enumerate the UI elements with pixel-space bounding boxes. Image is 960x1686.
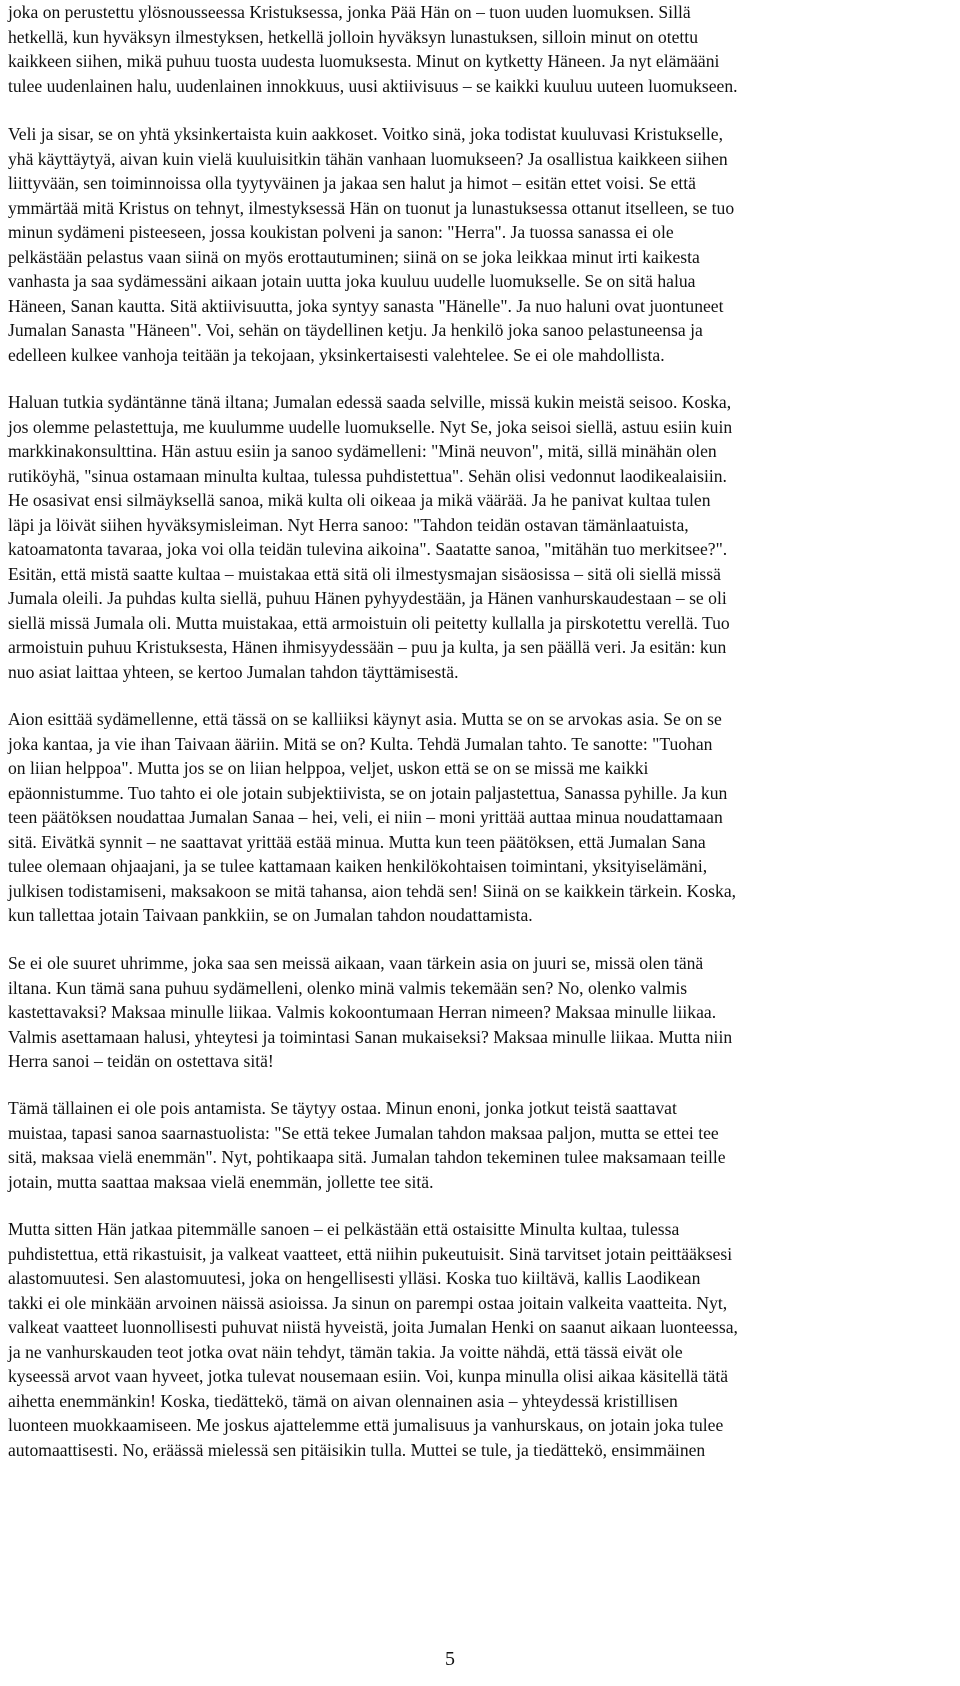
- text-line: pelkästään pelastus vaan siinä on myös erottautuminen; siinä on se joka leikkaa minut irti kaikesta: [8, 246, 700, 267]
- text-line: kastettavaksi? Maksaa minulle liikaa. Valmis kokoontumaan Herran nimeen? Maksaa minulle liikaa.: [8, 1002, 717, 1022]
- text-line: iltana. Kun tämä sana puhuu sydämelleni, olenko minä valmis tekemään sen? No, olenko valmis: [8, 977, 688, 998]
- text-line: Haluan tutkia sydäntänne tänä iltana; Jumalan edessä saada selville, missä kukin meistä seisoo. Koska,: [8, 392, 732, 412]
- text-line: alastomuutesi. Sen alastomuutesi, joka on hengellisesti ylläsi. Koska tuo kiiltävä, kallis Laodikean: [8, 1268, 701, 1288]
- text-line: tulee uudenlainen halu, uudenlainen innokkuus, uusi aktiivisuus – se kaikki kuuluu uuteen luomukseen.: [8, 75, 738, 96]
- text-line: luonteen muokkaamiseen. Me joskus ajattelemme että jumalisuus ja vanhurskaus, on jotain joka tulee: [8, 1415, 724, 1435]
- paragraph-4: [8, 707, 944, 928]
- paragraph-6: [8, 1096, 944, 1194]
- text-line: sitä. Eivätkä synnit – ne saattavat yrittää estää minua. Mutta kun teen päätöksen, että Jumalan Sana: [8, 831, 706, 852]
- text-line: jos olemme pelastettuja, me kuulumme uudelle luomukselle. Nyt Se, joka seisoi siellä, astuu esiin kuin: [8, 416, 733, 437]
- text-line: yhä käyttäytyä, aivan kuin vielä kuuluisitkin tähän vanhaan luomukseen? Ja osallistua kaikkeen siihen: [8, 148, 728, 169]
- paragraph-7: [8, 1217, 944, 1462]
- text-line: minun sydämeni pisteeseen, jossa koukistan polveni ja sanon: "Herra". Ja tuossa sanassa ei ole: [8, 222, 674, 242]
- text-line: on liian helppoa". Mutta jos se on liian helppoa, veljet, uskon että se on se missä me kaikki: [8, 758, 649, 778]
- text-line: Veli ja sisar, se on yhtä yksinkertaista kuin aakkoset. Voitko sinä, joka todistat kuuluvasi Kristukselle,: [8, 124, 724, 144]
- text-line: hetkellä, kun hyväksyn ilmestyksen, hetkellä jolloin hyväksyn lunastuksen, silloin minut on otettu: [8, 26, 698, 47]
- text-line: muistaa, tapasi sanoa saarnastuolista: "Se että tekee Jumalan tahdon maksaa paljon, mutta se ettei tee: [8, 1122, 719, 1143]
- page-number: 5: [445, 1648, 455, 1670]
- text-line: Jumala oleili. Ja puhdas kulta siellä, puhuu Hänen pyhyydestään, ja Hänen vanhurskaudestaan – se oli: [8, 588, 727, 608]
- text-line: rutiköyhä, "sinua ostamaan minulta kultaa, tulessa puhdistettua". Sehän olisi vedonnut laodikealaisiin.: [8, 465, 727, 486]
- text-line: jotain, mutta saattaa maksaa vielä enemmän, jollette tee sitä.: [8, 1171, 434, 1192]
- text-line: liittyvään, sen toiminnoissa olla tyytyväinen ja jakaa sen halut ja himot – esitän ettet voisi. Se että: [8, 173, 696, 193]
- text-line: sitä, maksaa vielä enemmän". Nyt, pohtikaapa sitä. Jumalan tahdon tekeminen tulee maksamaan teille: [8, 1147, 726, 1167]
- text-line: Jumalan Sanasta "Häneen". Voi, sehän on täydellinen ketju. Ja henkilö joka sanoo pelastuneensa ja: [8, 320, 703, 340]
- text-line: ja ne vanhurskauden teot jotka ovat näin tehdyt, tämän takia. Ja voitte nähdä, että tässä eivät ole: [8, 1341, 683, 1362]
- text-line: Tämä tällainen ei ole pois antamista. Se täytyy ostaa. Minun enoni, jonka jotkut teistä saattavat: [8, 1098, 677, 1118]
- text-line: julkisen todistamiseni, maksakoon se mitä tahansa, aion tehdä sen! Siinä on se kaikkein tärkein. Koska,: [8, 880, 737, 901]
- text-line: joka on perustettu ylösnousseessa Kristuksessa, jonka Pää Hän on – tuon uuden luomuksen. Sillä: [8, 2, 691, 22]
- text-line: läpi ja löivät siihen hyväksymisleiman. Nyt Herra sanoo: "Tahdon teidän ostavan tämänlaatuista,: [8, 514, 689, 535]
- text-line: katoamatonta tavaraa, joka voi olla teidän tulevina aikoina". Saatatte sanoa, "mitähän tuo merkitsee?".: [8, 539, 728, 559]
- text-line: teen päätöksen noudattaa Jumalan Sanaa – hei, veli, ei niin – moni yrittää auttaa minua noudattamaan: [8, 807, 723, 827]
- paragraph-5: [8, 951, 944, 1074]
- text-line: kyseessä arvot vaan hyveet, jotka tulevat nousemaan esiin. Voi, kunpa minulla olisi aikaa käsitellä tätä: [8, 1366, 729, 1386]
- text-line: nuo asiat laittaa yhteen, se kertoo Jumalan tahdon täyttämisestä.: [8, 661, 459, 682]
- paragraph-3: [8, 390, 944, 684]
- text-line: armoistuin puhuu Kristuksesta, Hänen ihmisyydessään – puu ja kulta, ja sen päällä veri. Ja esitän: kun: [8, 637, 727, 657]
- paragraph-2: [8, 122, 944, 367]
- text-line: Herra sanoi – teidän on ostettava sitä!: [8, 1051, 274, 1071]
- text-line: kun tallettaa jotain Taivaan pankkiin, se on Jumalan tahdon noudattamista.: [8, 905, 533, 925]
- text-line: valkeat vaatteet luonnollisesti puhuvat niistä hyveistä, joita Jumalan Henki on saanut aikaan luonteessa,: [8, 1317, 738, 1337]
- text-line: Esitän, että mistä saatte kultaa – muistakaa että sitä oli ilmestysmajan sisäosissa – sitä oli siellä missä: [8, 563, 721, 584]
- text-line: puhdistettua, että rikastuisit, ja valkeat vaatteet, että niihin pukeutuisit. Sinä tarvitset jotain peittääksesi: [8, 1243, 733, 1264]
- text-line: joka kantaa, ja vie ihan Taivaan ääriin. Mitä se on? Kulta. Tehdä Jumalan tahto. Te sanotte: "Tuohan: [8, 733, 713, 754]
- text-line: Mutta sitten Hän jatkaa pitemmälle sanoen – ei pelkästään että ostaisitte Minulta kultaa, tulessa: [8, 1219, 680, 1239]
- text-line: Valmis asettamaan halusi, yhteytesi ja toimintasi Sanan mukaiseksi? Maksaa minulle liikaa. Mutta niin: [8, 1026, 733, 1047]
- text-line: markkinakonsulttina. Hän astuu esiin ja sanoo sydämelleni: "Minä neuvon", mitä, sillä minähän olen: [8, 441, 717, 461]
- text-line: vanhasta ja saa sydämessäni aikaan jotain uutta joka kuuluu uudelle luomukselle. Se on sitä halua: [8, 271, 696, 291]
- text-line: Se ei ole suuret uhrimme, joka saa sen meissä aikaan, vaan tärkein asia on juuri se, missä olen tänä: [8, 953, 704, 973]
- text-line: epäonnistumme. Tuo tahto ei ole jotain subjektiivista, se on jotain paljastettua, Sanassa pyhille. Ja kun: [8, 782, 728, 803]
- text-line: kaikkeen siihen, mikä puhuu tuosta uudesta luomuksesta. Minut on kytketty Häneen. Ja nyt elämääni: [8, 51, 720, 71]
- text-line: He osasivat ensi silmäyksellä sanoa, mikä kulta oli oikeaa ja mikä väärää. Ja he panivat kultaa tulen: [8, 490, 711, 510]
- text-line: tulee olemaan ohjaajani, ja se tulee kattamaan kaiken henkilökohtaisen toimintani, yksityiselämäni,: [8, 856, 708, 876]
- paragraph-1: [8, 0, 944, 98]
- text-line: Häneen, Sanan kautta. Sitä aktiivisuutta, joka syntyy sanasta "Hänelle". Ja nuo haluni ovat juontuneet: [8, 295, 724, 316]
- text-line: Aion esittää sydämellenne, että tässä on se kalliiksi käynyt asia. Mutta se on se arvokas asia. Se on se: [8, 709, 722, 729]
- text-line: automaattisesti. No, eräässä mielessä sen pitäisikin tulla. Muttei se tule, ja tiedättekö, ensimmäinen: [8, 1439, 706, 1460]
- text-line: aihetta enemmänkin! Koska, tiedättekö, tämä on aivan olennainen asia – yhteydessä kristillisen: [8, 1390, 678, 1411]
- text-line: ymmärtää mitä Kristus on tehnyt, ilmestyksessä Hän on tuonut ja lunastuksessa ottanut itselleen, se tuo: [8, 197, 735, 218]
- text-line: siellä missä Jumala oli. Mutta muistakaa, että armoistuin oli peitetty kullalla ja pirskotettu verellä. Tuo: [8, 612, 730, 633]
- text-line: edelleen kulkee vanhoja teitään ja tekojaan, yksinkertaisesti valehtelee. Se ei ole mahdollista.: [8, 344, 665, 365]
- text-line: takki ei ole minkään arvoinen näissä asioissa. Ja sinun on parempi ostaa joitain valkeita vaatteita. Nyt,: [8, 1292, 728, 1313]
